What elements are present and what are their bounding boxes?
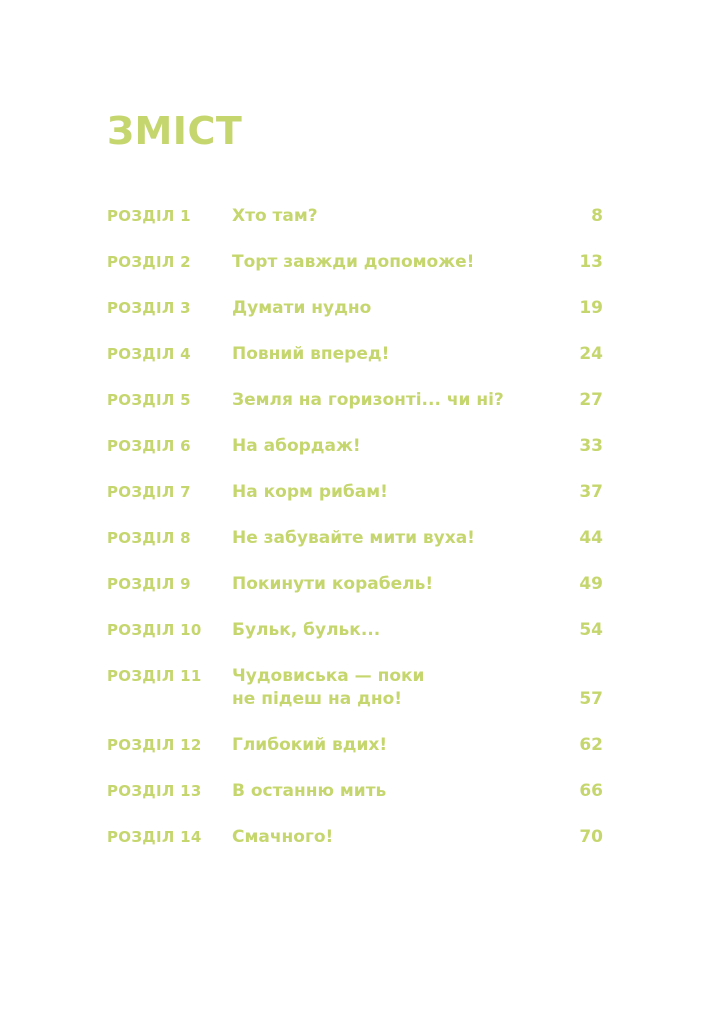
chapter-label: РОЗДІЛ 3 — [107, 299, 191, 317]
chapter-title — [232, 481, 603, 504]
chapter-page-number: 66 — [579, 781, 603, 801]
page-title: ЗМІСТ — [107, 109, 243, 153]
chapter-label: РОЗДІЛ 6 — [107, 437, 191, 455]
toc-entry-9[interactable] — [107, 573, 603, 596]
chapter-label: РОЗДІЛ 14 — [107, 828, 202, 846]
chapter-title-line: Повний вперед! — [232, 344, 390, 364]
chapter-label: РОЗДІЛ 9 — [107, 575, 191, 593]
chapter-page-number: 62 — [579, 735, 603, 755]
table-of-contents — [107, 205, 603, 872]
toc-entry-7[interactable] — [107, 481, 603, 504]
chapter-page-number: 70 — [579, 827, 603, 847]
chapter-label: РОЗДІЛ 1 — [107, 207, 191, 225]
chapter-title — [232, 573, 603, 596]
toc-entry-1[interactable] — [107, 205, 603, 228]
chapter-label: РОЗДІЛ 12 — [107, 736, 202, 754]
chapter-title-line: На корм рибам! — [232, 482, 388, 502]
toc-entry-3[interactable] — [107, 297, 603, 320]
chapter-label: РОЗДІЛ 13 — [107, 782, 202, 800]
chapter-title-line: не підеш на дно! — [232, 689, 403, 709]
chapter-title — [232, 389, 603, 412]
toc-entry-6[interactable] — [107, 435, 603, 458]
chapter-page-number: 37 — [579, 482, 603, 502]
toc-entry-10[interactable] — [107, 619, 603, 642]
chapter-title-line: Земля на горизонті... чи ні? — [232, 390, 504, 410]
chapter-title-line: В останню мить — [232, 781, 387, 801]
chapter-title — [232, 826, 603, 849]
chapter-page-number: 27 — [579, 390, 603, 410]
chapter-page-number: 49 — [579, 574, 603, 594]
chapter-title — [232, 780, 603, 803]
chapter-label: РОЗДІЛ 5 — [107, 391, 191, 409]
chapter-page-number: 57 — [579, 689, 603, 709]
chapter-title — [232, 619, 603, 642]
chapter-label: РОЗДІЛ 11 — [107, 667, 202, 685]
chapter-title-line: Покинути корабель! — [232, 574, 434, 594]
chapter-title — [232, 297, 603, 320]
chapter-title — [232, 435, 603, 458]
chapter-page-number: 24 — [579, 344, 603, 364]
toc-entry-13[interactable] — [107, 780, 603, 803]
chapter-title — [232, 343, 603, 366]
toc-entry-4[interactable] — [107, 343, 603, 366]
chapter-title-line: На абордаж! — [232, 436, 361, 456]
toc-entry-5[interactable] — [107, 389, 603, 412]
chapter-title — [232, 205, 603, 228]
chapter-page-number: 8 — [591, 206, 603, 226]
chapter-label: РОЗДІЛ 4 — [107, 345, 191, 363]
chapter-label: РОЗДІЛ 8 — [107, 529, 191, 547]
chapter-title-line: Бульк, бульк... — [232, 620, 381, 640]
chapter-title — [232, 527, 603, 550]
chapter-page-number: 13 — [579, 252, 603, 272]
chapter-title — [232, 665, 603, 711]
chapter-title-line: Торт завжди допоможе! — [232, 252, 475, 272]
chapter-page-number: 33 — [579, 436, 603, 456]
chapter-title-line: Не забувайте мити вуха! — [232, 528, 475, 548]
chapter-title-line: Глибокий вдих! — [232, 735, 388, 755]
chapter-title — [232, 734, 603, 757]
toc-entry-12[interactable] — [107, 734, 603, 757]
chapter-title-line: Думати нудно — [232, 298, 372, 318]
chapter-title-line: Смачного! — [232, 827, 334, 847]
chapter-page-number: 44 — [579, 528, 603, 548]
chapter-page-number: 54 — [579, 620, 603, 640]
chapter-title — [232, 251, 603, 274]
toc-entry-8[interactable] — [107, 527, 603, 550]
chapter-label: РОЗДІЛ 10 — [107, 621, 202, 639]
chapter-label: РОЗДІЛ 7 — [107, 483, 191, 501]
chapter-label: РОЗДІЛ 2 — [107, 253, 191, 271]
chapter-page-number: 19 — [579, 298, 603, 318]
chapter-title-line: Чудовиська — поки — [232, 666, 425, 686]
chapter-title-line: Хто там? — [232, 206, 318, 226]
toc-entry-14[interactable] — [107, 826, 603, 849]
toc-entry-2[interactable] — [107, 251, 603, 274]
toc-entry-11[interactable] — [107, 665, 603, 711]
